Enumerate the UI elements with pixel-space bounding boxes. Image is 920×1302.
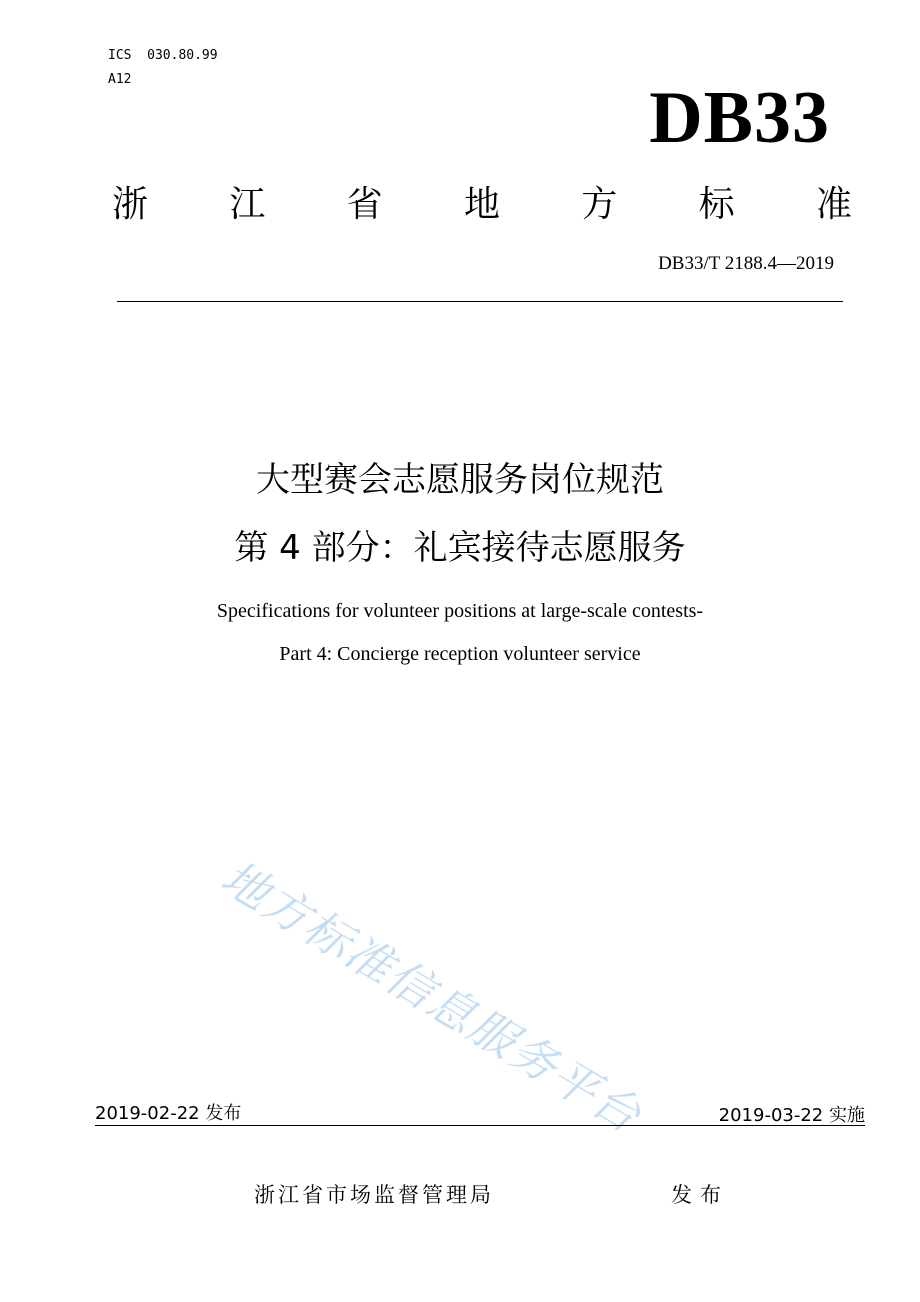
title-en-line1: Specifications for volunteer positions at large-scale contests- xyxy=(216,600,704,622)
category-char: 省 xyxy=(346,184,383,225)
issue-date: 2019-02-22 发布 xyxy=(95,1103,242,1124)
issuing-authority: 浙江省市场监督管理局 xyxy=(254,1183,494,1207)
category-char: 准 xyxy=(815,184,852,225)
category-char: 浙 xyxy=(112,184,149,225)
publish-label: 发布 xyxy=(671,1183,729,1207)
standard-category xyxy=(112,180,852,230)
title-zh-line1: 大型赛会志愿服务岗位规范 xyxy=(256,460,664,500)
classification-code: A12 xyxy=(108,72,132,87)
standard-number: DB33/T 2188.4—2019 xyxy=(658,253,834,274)
category-char: 江 xyxy=(229,184,266,225)
bottom-divider xyxy=(95,1125,865,1126)
ics-code: ICS 030.80.99 xyxy=(108,48,218,63)
category-char: 标 xyxy=(698,184,735,225)
implementation-date: 2019-03-22 实施 xyxy=(718,1105,865,1126)
category-char: 地 xyxy=(463,184,500,225)
watermark: 地方标准信息服务平台 xyxy=(212,849,652,1144)
title-zh-line2: 第 4 部分：礼宾接待志愿服务 xyxy=(234,528,686,568)
category-char: 方 xyxy=(581,184,618,225)
standard-logo: DB33 xyxy=(649,77,830,159)
top-divider xyxy=(117,301,843,302)
title-en-line2: Part 4: Concierge reception volunteer service xyxy=(279,643,641,665)
